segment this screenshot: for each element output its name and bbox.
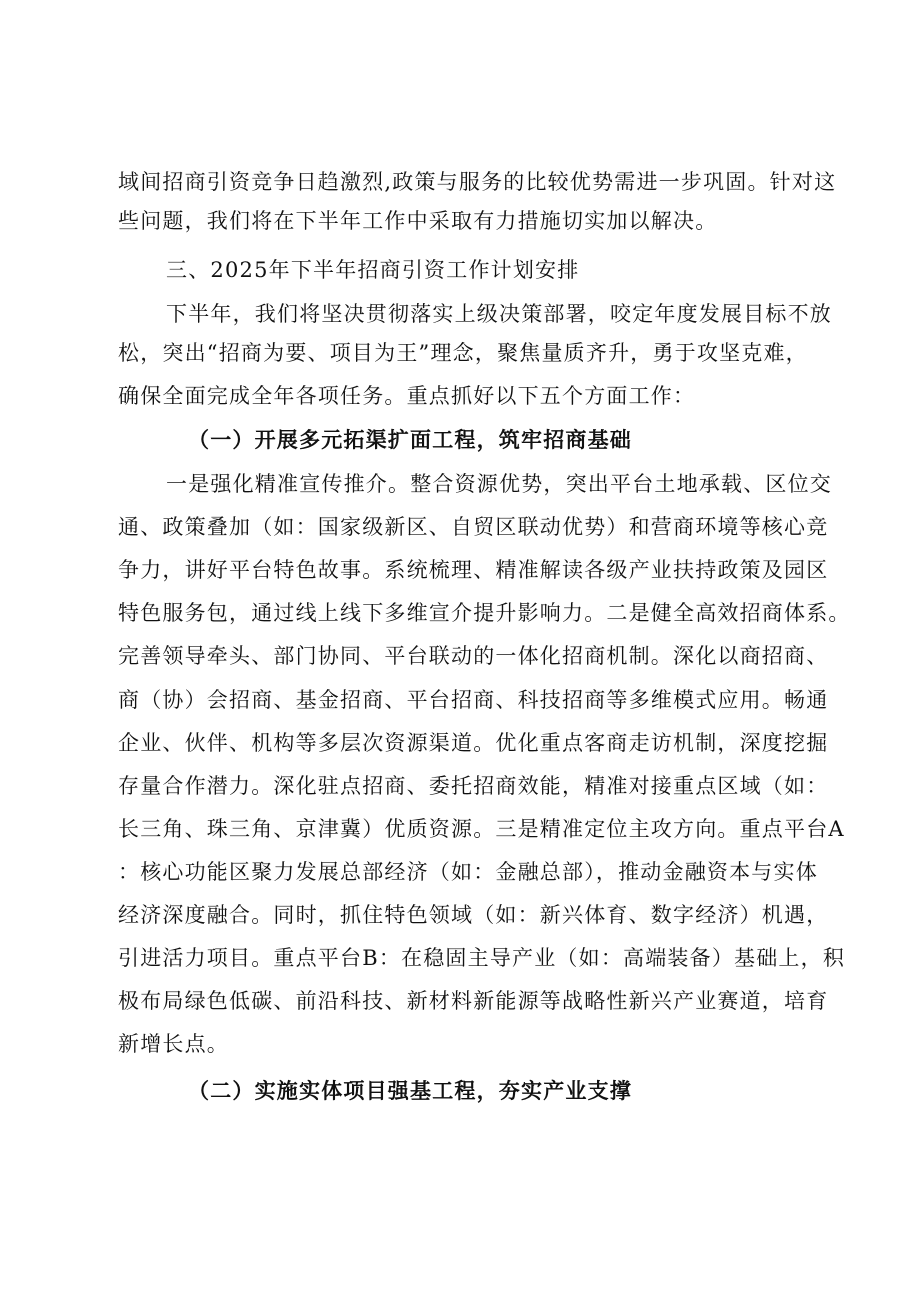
body-line: 特色服务包，通过线上线下多维宣介提升影响力。二是健全高效招商体系。 xyxy=(118,601,851,625)
body-line: ：核心功能区聚力发展总部经济（如：金融总部），推动金融资本与实体 xyxy=(118,860,818,884)
body-line: 商（协）会招商、基金招商、平台招商、科技招商等多维模式应用。畅通 xyxy=(118,688,829,712)
body-line: 争力，讲好平台特色故事。系统梳理、精准解读各级产业扶持政策及园区 xyxy=(118,558,829,582)
body-line: 存量合作潜力。深化驻点招商、委托招商效能，精准对接重点区域（如： xyxy=(118,774,829,798)
body-line: 新增长点。 xyxy=(118,1032,229,1056)
body-line: 松，突出“招商为要、项目为王”理念，聚焦量质齐升，勇于攻坚克难， xyxy=(118,341,808,365)
body-line: 确保全面完成全年各项任务。重点抓好以下五个方面工作： xyxy=(118,384,696,408)
body-line: 域间招商引资竞争日趋激烈,政策与服务的比较优势需进一步巩固。针对这 xyxy=(118,170,837,194)
subsection-heading: （一）开展多元拓渠扩面工程，筑牢招商基础 xyxy=(188,427,632,452)
section-heading: 三、2025年下半年招商引资工作计划安排 xyxy=(166,258,580,282)
body-line: 一是强化精准宣传推介。整合资源优势，突出平台土地承载、区位交 xyxy=(166,472,832,496)
body-line: 企业、伙伴、机构等多层次资源渠道。优化重点客商走访机制，深度挖掘 xyxy=(118,731,829,755)
body-line: 完善领导牵头、部门协同、平台联动的一体化招商机制。深化以商招商、 xyxy=(118,644,829,668)
body-line: 通、政策叠加（如：国家级新区、自贸区联动优势）和营商环境等核心竞 xyxy=(118,515,829,539)
body-line: 极布局绿色低碳、前沿科技、新材料新能源等战略性新兴产业赛道，培育 xyxy=(118,989,829,1013)
subsection-heading: （二）实施实体项目强基工程，夯实产业支撑 xyxy=(188,1078,632,1103)
body-line: 长三角、珠三角、京津冀）优质资源。三是精准定位主攻方向。重点平台A xyxy=(118,817,845,841)
body-line: 经济深度融合。同时，抓住特色领域（如：新兴体育、数字经济）机遇， xyxy=(118,903,829,927)
body-line: 些问题，我们将在下半年工作中采取有力措施切实加以解决。 xyxy=(118,209,718,233)
body-line: 引进活力项目。重点平台B：在稳固主导产业（如：高端装备）基础上，积 xyxy=(118,946,846,970)
body-line: 下半年，我们将坚决贯彻落实上级决策部署，咬定年度发展目标不放 xyxy=(166,302,832,326)
